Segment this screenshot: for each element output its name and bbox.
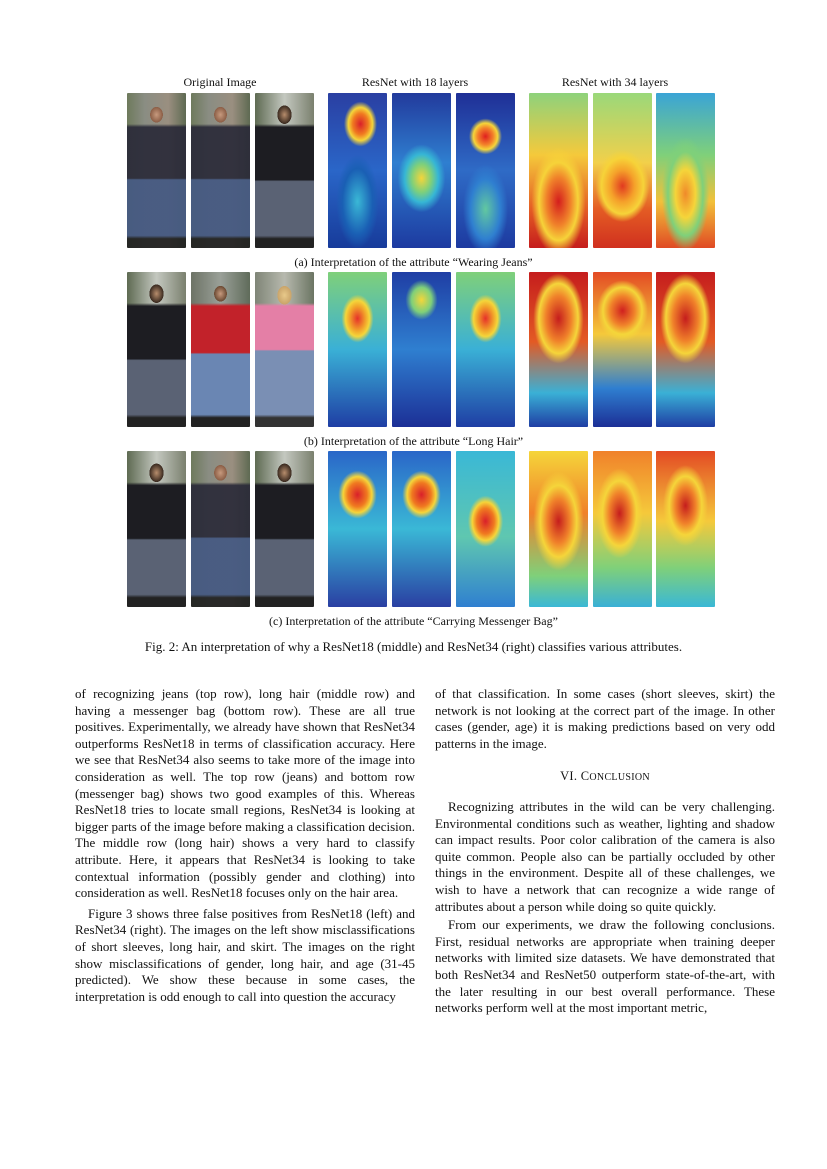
figure-caption: Fig. 2: An interpretation of why a ResNet18 (middle) and ResNet34 (right) classifies various attributes. bbox=[144, 639, 683, 654]
header-resnet34: ResNet with 34 layers bbox=[561, 75, 669, 89]
resnet18-heatmap-b2 bbox=[392, 272, 451, 427]
section-title-initial: C bbox=[580, 769, 590, 784]
resnet34-heatmap-b3 bbox=[656, 272, 715, 427]
resnet18-heatmap-a2 bbox=[392, 93, 451, 248]
resnet18-heatmap-c3 bbox=[456, 451, 515, 607]
resnet34-heatmap-c1 bbox=[529, 451, 588, 607]
original-image-a1 bbox=[127, 93, 186, 248]
left-paragraph-1: of recognizing jeans (top row), long hair (middle row) and having a messenger bag (bottom row). These are all true positives. Experimentally, we already have shown that ResNet34 outperforms ResNet18 in terms of classification accuracy. Here we see that ResNet34 also seems to take more of the image into consideration as well. The top row (jeans) and bottom row (messenger bag) shows two good examples of this. Whereas ResNet18 tries to locate small regions, ResNet34 is looking at bigger parts of the image before making a classification decision. The middle row (long hair) shows a very hard to classify attribute. Here, it appears that ResNet34 is looking to take contextual information (possibly gender and clothing) into consideration as well. ResNet18 focuses only on the hair area. bbox=[75, 686, 415, 901]
resnet34-heatmap-a2 bbox=[593, 93, 652, 248]
original-image-c2 bbox=[191, 451, 250, 607]
left-paragraph-2: Figure 3 shows three false positives from ResNet18 (left) and ResNet34 (right). The images on the left show misclassifications of short sleeves, long hair, and skirt. The images on the right show misclassifications of gender, long hair, and age (31-45 predicted). We show these because in some cases, the interpretation is odd enough to call into question the accuracy bbox=[75, 905, 415, 1004]
resnet18-heatmap-c2 bbox=[392, 451, 451, 607]
resnet18-heatmap-b1 bbox=[328, 272, 387, 427]
resnet34-heatmap-c3 bbox=[656, 451, 715, 607]
original-image-a2 bbox=[191, 93, 250, 248]
header-resnet18: ResNet with 18 layers bbox=[361, 75, 469, 89]
resnet18-heatmap-b3 bbox=[456, 272, 515, 427]
header-original-image: Original Image bbox=[183, 75, 257, 89]
resnet18-heatmap-a1 bbox=[328, 93, 387, 248]
resnet34-heatmap-b1 bbox=[529, 272, 588, 427]
original-image-a3 bbox=[255, 93, 314, 248]
resnet34-heatmap-a3 bbox=[656, 93, 715, 248]
section-title-rest: ONCLUSION bbox=[589, 772, 650, 784]
original-image-b3 bbox=[255, 272, 314, 427]
resnet34-heatmap-c2 bbox=[593, 451, 652, 607]
right-paragraph-1: of that classification. In some cases (short sleeves, skirt) the network is not looking at the correct part of the image. In other cases (gender, age) it is making predictions based on very odd patterns in the image. bbox=[435, 686, 775, 751]
resnet18-heatmap-a3 bbox=[456, 93, 515, 248]
original-image-c3 bbox=[255, 451, 314, 607]
section-number: VI. bbox=[560, 769, 578, 784]
left-column bbox=[75, 686, 415, 1005]
original-image-b1 bbox=[127, 272, 186, 427]
subcaption-a: (a) Interpretation of the attribute “Wearing Jeans” bbox=[294, 255, 533, 269]
resnet18-heatmap-c1 bbox=[328, 451, 387, 607]
right-column bbox=[435, 686, 775, 1017]
section-heading-conclusion bbox=[435, 768, 775, 787]
original-image-c1 bbox=[127, 451, 186, 607]
resnet34-heatmap-a1 bbox=[529, 93, 588, 248]
subcaption-b: (b) Interpretation of the attribute “Long Hair” bbox=[303, 434, 524, 448]
right-paragraph-3: From our experiments, we draw the following conclusions. First, residual networks are appropriate when training deeper networks with limited size datasets. We have demonstrated that both ResNet34 and ResNet50 outperform state-of-the-art, with the later resulting in our best overall performance. These networks perform well at the most important metric, bbox=[435, 917, 775, 1016]
original-image-b2 bbox=[191, 272, 250, 427]
resnet34-heatmap-b2 bbox=[593, 272, 652, 427]
right-paragraph-2: Recognizing attributes in the wild can be very challenging. Environmental conditions such as weather, lighting and shadow can impact results. Poor color calibration of the camera is also quite common. People also can be partially occluded by other things in the environment. Despite all of these challenges, we wish to have a network that can recognize a wide range of attributes about a person while doing so quite quickly. bbox=[435, 798, 775, 914]
subcaption-c: (c) Interpretation of the attribute “Carrying Messenger Bag” bbox=[269, 614, 558, 628]
